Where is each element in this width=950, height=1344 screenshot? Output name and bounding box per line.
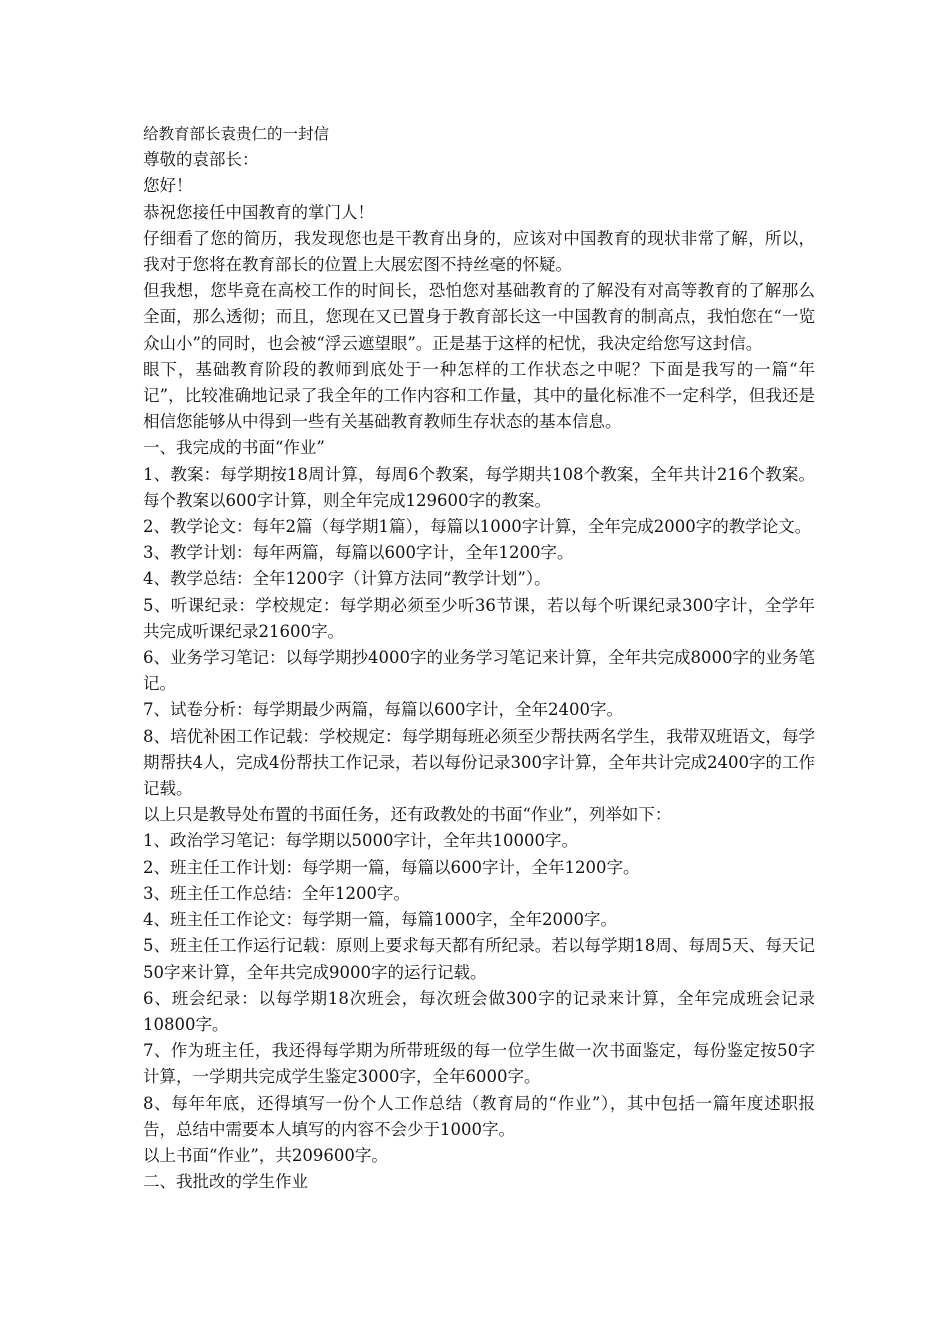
list-item: 6、业务学习笔记：以每学期抄4000字的业务学习笔记来计算，全年共完成8000字的业务笔记。 — [143, 648, 815, 694]
paragraph: 以上书面“作业”，共209600字。 — [143, 1145, 388, 1165]
list-item: 7、作为班主任，我还得每学期为所带班级的每一位学生做一次书面鉴定，每份鉴定按50字计算，一学期共完成学生鉴定3000字，全年6000字。 — [143, 1041, 815, 1087]
list-item: 3、班主任工作总结：全年1200字。 — [143, 883, 410, 903]
section-heading: 一、我完成的书面“作业” — [143, 438, 325, 458]
list-item: 1、教案：每学期按18周计算，每周6个教案，每学期共108个教案，全年共计216个教案。每个教案以600字计算，则全年完成129600字的教案。 — [143, 464, 815, 510]
list-item: 2、教学论文：每年2篇（每学期1篇），每篇以1000字计算，全年完成2000字的教学论文。 — [143, 517, 812, 537]
greeting: 您好！ — [143, 176, 193, 196]
paragraph: 但我想，您毕竟在高校工作的时间长，恐怕您对基础教育的了解没有对高等教育的了解那么全面，那么透彻；而且，您现在又已置身于教育部长这一中国教育的制高点，我怕您在“一览众山小”的同时，也会被“浮云遮望眼”。正是基于这样的杞忧，我决定给您写这封信。 — [143, 281, 815, 353]
list-item: 8、每年年底，还得填写一份个人工作总结（教育局的“作业”），其中包括一篇年度述职报告，总结中需要本人填写的内容不会少于1000字。 — [143, 1093, 815, 1139]
paragraph: 恭祝您接任中国教育的掌门人！ — [143, 202, 374, 222]
document-body — [143, 121, 815, 1195]
list-item: 8、培优补困工作记载：学校规定：每学期每班必须至少帮扶两名学生，我带双班语文，每学期帮扶4人，完成4份帮扶工作记录，若以每份记录300字计算，全年共计完成2400字的工作记载。 — [143, 726, 815, 799]
paragraph: 以上只是教导处布置的书面任务，还有政教处的书面“作业”，列举如下： — [143, 805, 672, 825]
list-item: 1、政治学习笔记：每学期以5000字计，全年共10000字。 — [143, 831, 578, 851]
list-item: 4、教学总结：全年1200字（计算方法同“教学计划”）。 — [143, 569, 551, 589]
section-heading: 二、我批改的学生作业 — [143, 1172, 308, 1192]
letter-title: 给教育部长袁贵仁的一封信 — [143, 125, 330, 143]
list-item: 6、班会纪录：以每学期18次班会，每次班会做300字的记录来计算，全年完成班会记录10800字。 — [143, 988, 815, 1034]
list-item: 2、班主任工作计划：每学期一篇，每篇以600字计，全年1200字。 — [143, 857, 640, 877]
salutation: 尊敬的袁部长： — [143, 150, 259, 170]
list-item: 3、教学计划：每年两篇，每篇以600字计，全年1200字。 — [143, 543, 574, 563]
list-item: 7、试卷分析：每学期最少两篇，每篇以600字计，全年2400字。 — [143, 700, 623, 720]
list-item: 5、班主任工作运行记载：原则上要求每天都有所纪录。若以每学期18周、每周5天、每天记50字来计算，全年共完成9000字的运行记载。 — [143, 936, 815, 982]
paragraph: 眼下，基础教育阶段的教师到底处于一种怎样的工作状态之中呢？下面是我写的一篇“年记”，比较准确地记录了我全年的工作内容和工作量，其中的量化标准不一定科学，但我还是相信您能够从中得到一些有关基础教育教师生存状态的基本信息。 — [143, 359, 815, 432]
list-item: 4、班主任工作论文：每学期一篇，每篇1000字，全年2000字。 — [143, 910, 617, 930]
paragraph: 仔细看了您的简历，我发现您也是干教育出身的，应该对中国教育的现状非常了解，所以，我对于您将在教育部长的位置上大展宏图不持丝毫的怀疑。 — [143, 228, 815, 275]
list-item: 5、听课纪录：学校规定：每学期必须至少听36节课，若以每个听课纪录300字计，全学年共完成听课纪录21600字。 — [143, 595, 815, 641]
